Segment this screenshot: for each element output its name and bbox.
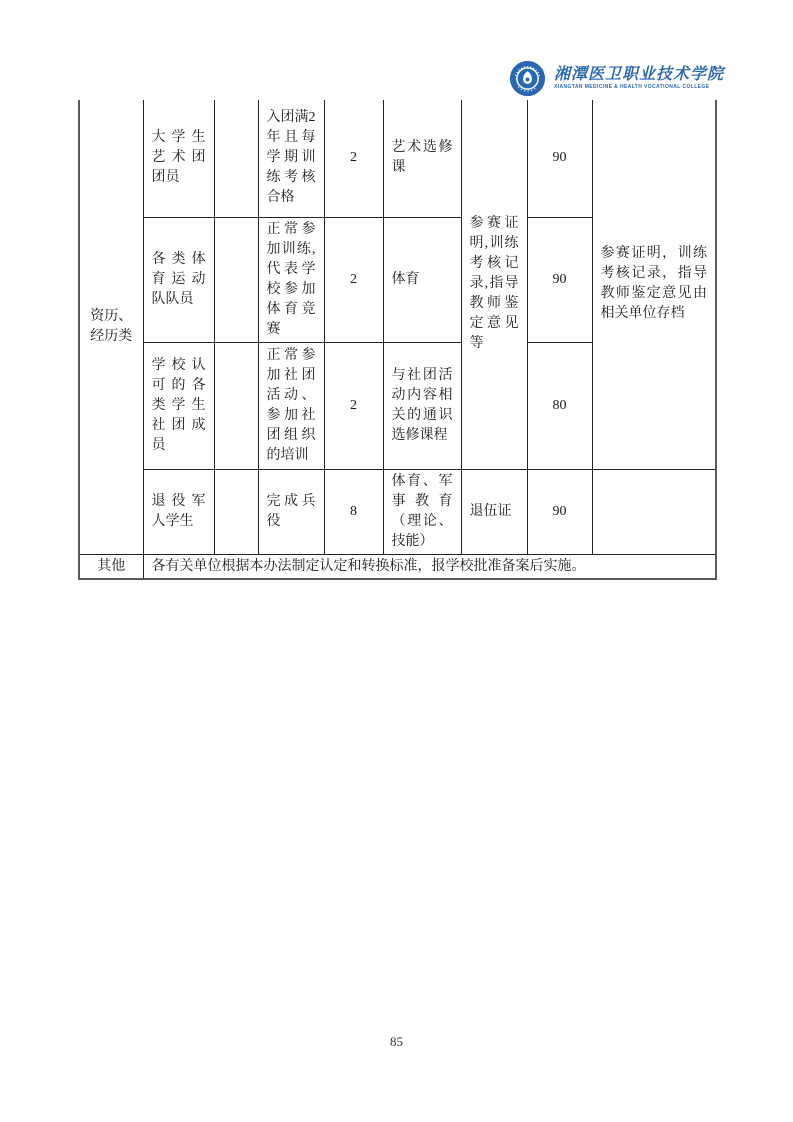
- cell-row3-condition: 正常参加社团活动、参加社团组织的培训: [258, 342, 324, 469]
- cell-row2-name: 各类体育运动队队员: [143, 217, 214, 342]
- cell-category: 资历、经历类: [79, 100, 143, 554]
- college-emblem-icon: [509, 60, 546, 97]
- cell-row2-condition: 正常参加训练,代表学校参加体育竞赛: [258, 217, 324, 342]
- cell-row1-credit: 2: [324, 100, 383, 217]
- cell-row2-empty: [214, 217, 258, 342]
- cell-row3-course: 与社团活动内容相关的通识选修课程: [383, 342, 461, 469]
- college-name-english: XIANGTAN MEDICINE & HEALTH VOCATIONAL COLLEGE: [554, 84, 710, 90]
- cell-row3-empty: [214, 342, 258, 469]
- cell-row3-name: 学校认可的各类学生社团成员: [143, 342, 214, 469]
- cell-merged-proof: 参赛证明,训练考核记录,指导教师鉴定意见等: [461, 100, 527, 469]
- cell-row4-name: 退役军人学生: [143, 469, 214, 554]
- cell-row4-note-empty: [592, 469, 716, 554]
- cell-row3-credit: 2: [324, 342, 383, 469]
- cell-row3-score: 80: [527, 342, 592, 469]
- cell-merged-note: 参赛证明，训练考核记录，指导教师鉴定意见由相关单位存档: [592, 100, 716, 469]
- cell-row1-name: 大学生艺术团团员: [143, 100, 214, 217]
- cell-other-content: 各有关单位根据本办法制定认定和转换标准，报学校批准备案后实施。: [143, 554, 716, 579]
- cell-row4-score: 90: [527, 469, 592, 554]
- cell-row1-course: 艺术选修课: [383, 100, 461, 217]
- college-logo: [509, 60, 724, 97]
- cell-row4-course: 体育、军事教育（理论、技能）: [383, 469, 461, 554]
- college-name-chinese: 湘潭医卫职业技术学院: [554, 66, 725, 83]
- cell-row2-score: 90: [527, 217, 592, 342]
- cell-row1-score: 90: [527, 100, 592, 217]
- page-number: 85: [390, 1034, 403, 1049]
- cell-other-label: 其他: [79, 554, 143, 579]
- cell-row4-empty: [214, 469, 258, 554]
- cell-row2-course: 体育: [383, 217, 461, 342]
- cell-row4-condition: 完成兵役: [258, 469, 324, 554]
- cell-row1-empty: [214, 100, 258, 217]
- cell-row4-credit: 8: [324, 469, 383, 554]
- cell-row2-credit: 2: [324, 217, 383, 342]
- cell-row1-condition: 入团满2年且每学期训练考核合格: [258, 100, 324, 217]
- cell-row4-proof: 退伍证: [461, 469, 527, 554]
- credit-conversion-table: [78, 100, 717, 580]
